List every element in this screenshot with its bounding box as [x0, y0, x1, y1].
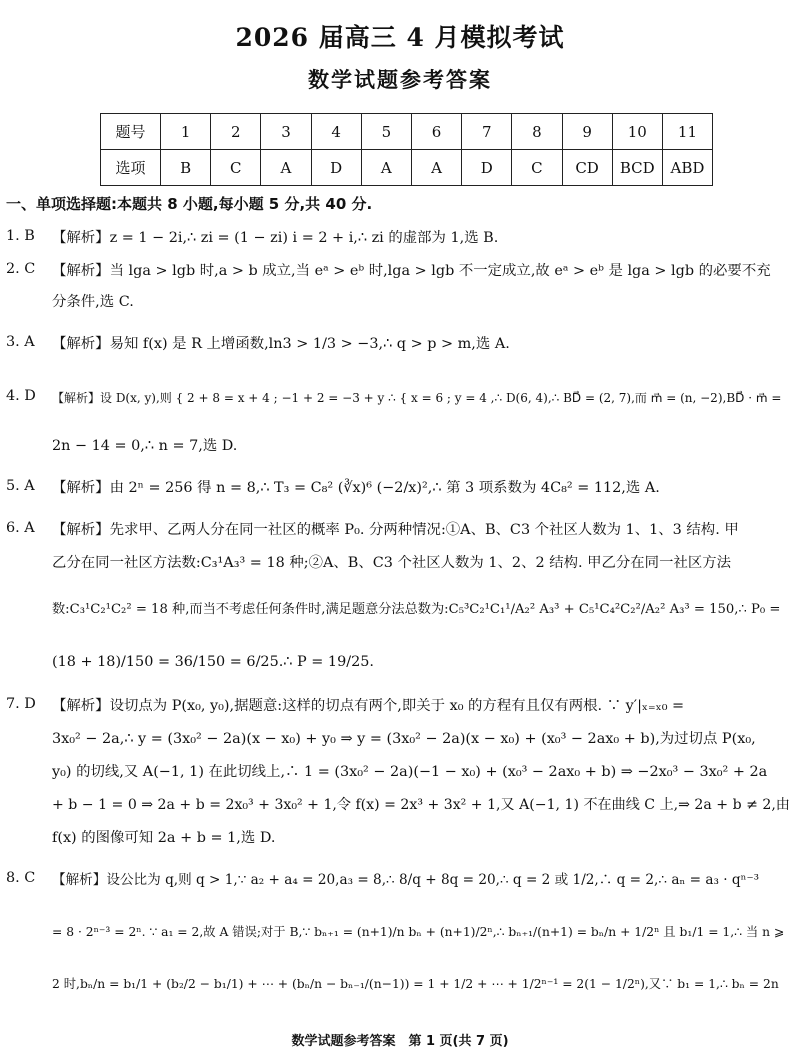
table-cell: 2 [211, 114, 261, 150]
table-cell: 6 [411, 114, 461, 150]
solution-line: 【解析】设切点为 P(x₀, y₀),据题意:这样的切点有两个,即关于 x₀ 的方程有且仅有两根. ∵ y′|ₓ₌ₓ₀ = [52, 698, 685, 714]
solution-line: 2n − 14 = 0,∴ n = 7,选 D. [52, 438, 238, 454]
solution-line: 乙分在同一社区方法数:C₃¹A₃³ = 18 种;②A、B、C3 个社区人数为 1、2、2 结构. 甲乙分在同一社区方法 [52, 555, 732, 571]
solution-line: = 8 · 2ⁿ⁻³ = 2ⁿ. ∵ a₁ = 2,故 A 错误;对于 B,∵ bₙ₊₁ = (n+1)/n bₙ + (n+1)/2ⁿ,∴ bₙ₊₁/(n+1) = bₙ/n + 1/2ⁿ 且 b₁/1 = 1,∴ 当 n ⩾ [52, 925, 785, 939]
table-cell: C [211, 150, 261, 186]
question-number: 5. A [6, 478, 35, 494]
answer-table [100, 113, 713, 186]
table-cell: B [161, 150, 211, 186]
table-cell: 9 [562, 114, 612, 150]
solution-line: + b − 1 = 0 ⇒ 2a + b = 2x₀³ + 3x₀² + 1,令 f(x) = 2x³ + 3x² + 1,又 A(−1, 1) 不在曲线 C 上,⇒ 2a + b ≠ 2,由 [52, 797, 790, 813]
table-cell: CD [562, 150, 612, 186]
table-cell: 3 [261, 114, 311, 150]
table-cell: 4 [311, 114, 361, 150]
solution-line: 【解析】设 D(x, y),则 { 2 + 8 = x + 4 ; −1 + 2 = −3 + y ∴ { x = 6 ; y = 4 ,∴ D(6, 4),∴ BD⃗ = (2, 7),而 m⃗ = (n, −2),BD⃗ · m⃗ = [52, 391, 782, 405]
table-cell: A [261, 150, 311, 186]
solution-line: 【解析】当 lga > lgb 时,a > b 成立,当 eᵃ > eᵇ 时,lga > lgb 不一定成立,故 eᵃ > eᵇ 是 lga > lgb 的必要不充 [52, 263, 771, 279]
table-cell: 8 [512, 114, 562, 150]
table-cell: BCD [612, 150, 662, 186]
question-number: 1. B [6, 228, 35, 244]
table-cell: A [361, 150, 411, 186]
solution-line: 2 时,bₙ/n = b₁/1 + (b₂/2 − b₁/1) + ⋯ + (bₙ/n − bₙ₋₁/(n−1)) = 1 + 1/2 + ⋯ + 1/2ⁿ⁻¹ = 2(1 − 1/2ⁿ),又∵ b₁ = 1,∴ bₙ = 2n [52, 977, 779, 991]
solution-line: f(x) 的图像可知 2a + b = 1,选 D. [52, 830, 276, 846]
question-number: 6. A [6, 520, 35, 536]
table-cell: ABD [662, 150, 712, 186]
answer-table-row-options [101, 150, 713, 186]
table-cell: D [311, 150, 361, 186]
solution-line: 数:C₃¹C₂¹C₂² = 18 种,而当不考虑任何条件时,满足题意分法总数为:C₅³C₂¹C₁¹/A₂² A₃³ + C₅¹C₄²C₂²/A₂² A₃³ = 150,∴ P₀ = [52, 602, 781, 617]
solution-line: 【解析】先求甲、乙两人分在同一社区的概率 P₀. 分两种情况:①A、B、C3 个社区人数为 1、1、3 结构. 甲 [52, 522, 739, 538]
solution-line: (18 + 18)/150 = 36/150 = 6/25.∴ P = 19/25. [52, 654, 374, 670]
table-cell: A [411, 150, 461, 186]
question-number: 2. C [6, 261, 36, 277]
solution-line: 分条件,选 C. [52, 294, 134, 310]
question-number: 7. D [6, 696, 36, 712]
question-number: 8. C [6, 870, 36, 886]
question-number: 3. A [6, 334, 35, 350]
table-cell: 题号 [101, 114, 161, 150]
table-cell: 11 [662, 114, 712, 150]
solution-line: 【解析】由 2ⁿ = 256 得 n = 8,∴ T₃ = C₈² (∛x)⁶ (−2/x)²,∴ 第 3 项系数为 4C₈² = 112,选 A. [52, 480, 660, 496]
solution-line: 3x₀² − 2a,∴ y = (3x₀² − 2a)(x − x₀) + y₀ ⇒ y = (3x₀² − 2a)(x − x₀) + (x₀³ − 2ax₀ + b),为过切点 P(x₀, [52, 731, 756, 747]
solution-line: 【解析】设公比为 q,则 q > 1,∵ a₂ + a₄ = 20,a₃ = 8,∴ 8/q + 8q = 20,∴ q = 2 或 1/2,∴ q = 2,∴ aₙ = a₃ · qⁿ⁻³ [52, 872, 760, 888]
solution-line: y₀) 的切线,又 A(−1, 1) 在此切线上,∴ 1 = (3x₀² − 2a)(−1 − x₀) + (x₀³ − 2ax₀ + b) ⇒ −2x₀³ − 3x₀² + 2a [52, 764, 768, 780]
table-cell: 1 [161, 114, 211, 150]
table-cell: D [462, 150, 512, 186]
solution-line: 【解析】易知 f(x) 是 R 上增函数,ln3 > 1/3 > −3,∴ q > p > m,选 A. [52, 336, 510, 352]
table-cell: 选项 [101, 150, 161, 186]
question-number: 4. D [6, 388, 36, 404]
section-heading: 一、单项选择题:本题共 8 小题,每小题 5 分,共 40 分. [6, 195, 373, 213]
page-subtitle: 数学试题参考答案 [308, 68, 492, 92]
page-title: 2026 届高三 4 月模拟考试 [235, 23, 565, 52]
answer-table-row-numbers [101, 114, 713, 150]
table-cell: 7 [462, 114, 512, 150]
table-cell: C [512, 150, 562, 186]
table-cell: 10 [612, 114, 662, 150]
solution-line: 【解析】z = 1 − 2i,∴ zi = (1 − zi) i = 2 + i,∴ zi 的虚部为 1,选 B. [52, 230, 499, 246]
page-footer: 数学试题参考答案 第 1 页(共 7 页) [291, 1034, 509, 1049]
table-cell: 5 [361, 114, 411, 150]
